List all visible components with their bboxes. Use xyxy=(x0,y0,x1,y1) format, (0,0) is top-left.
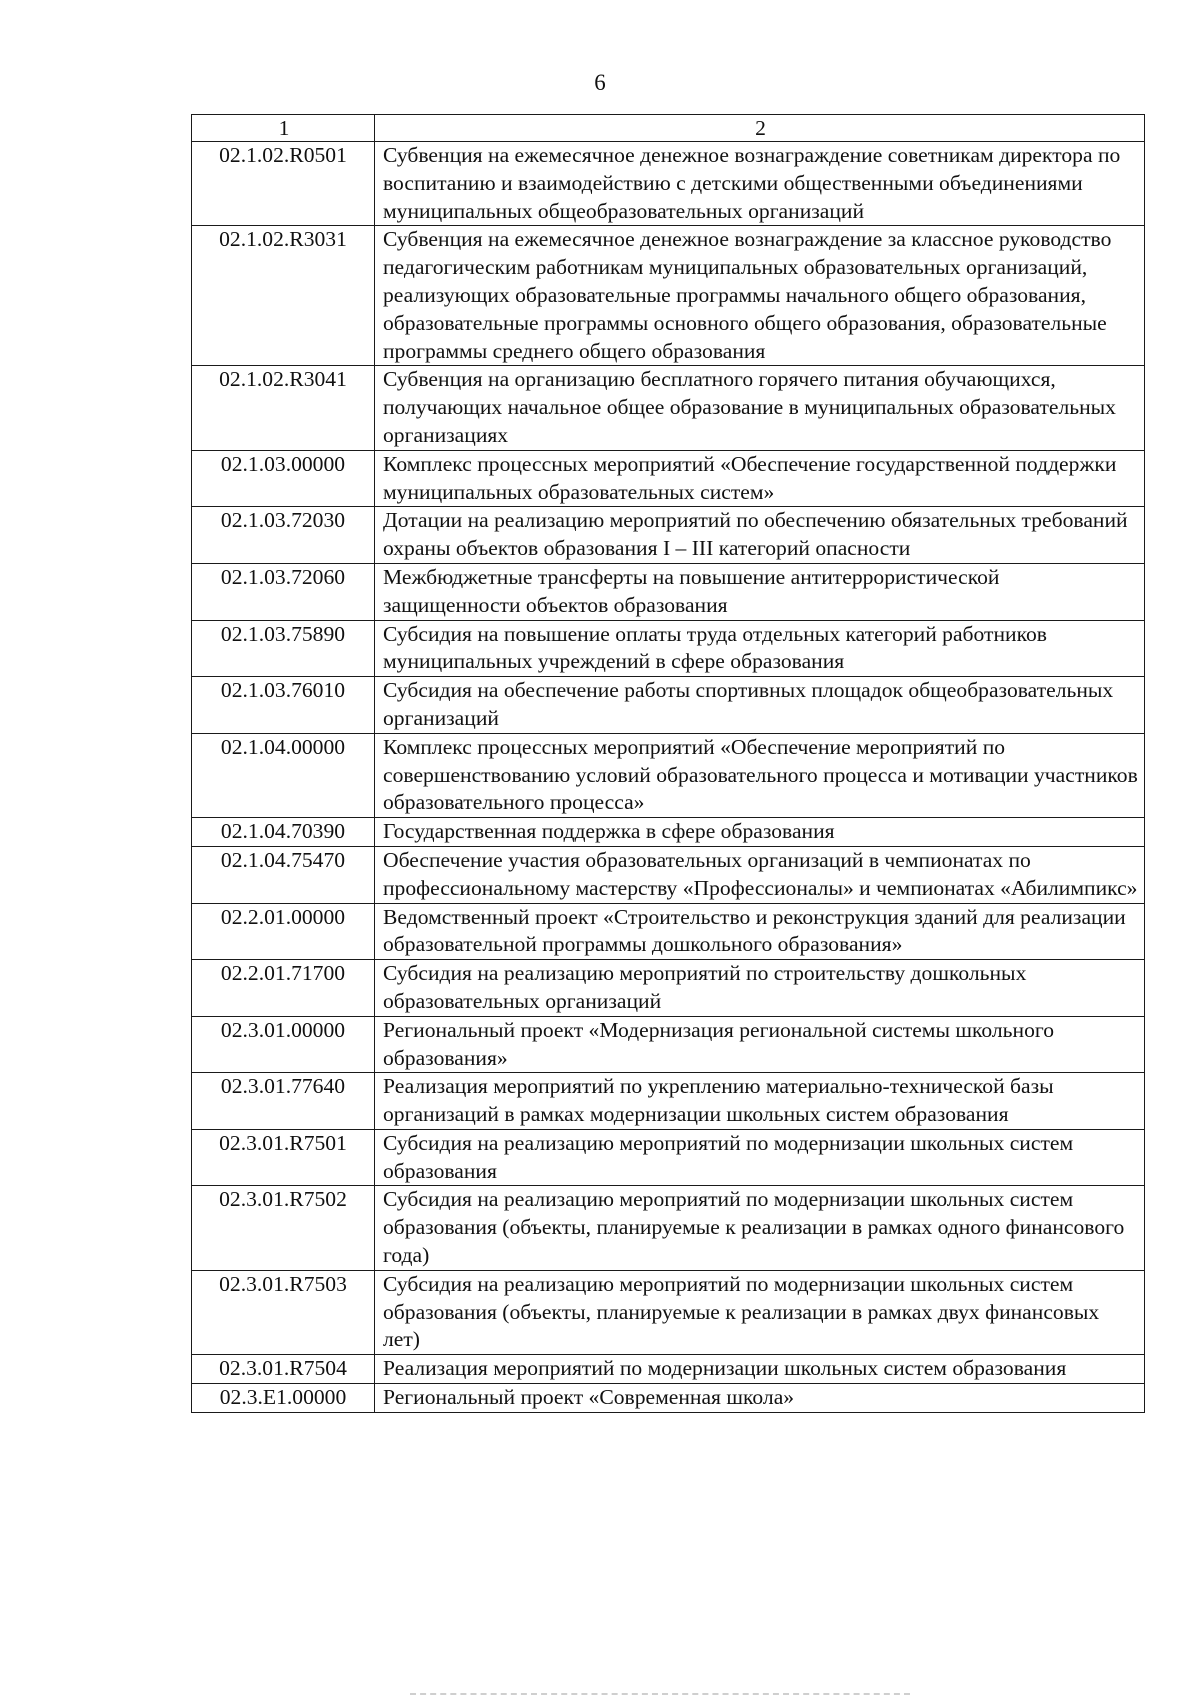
table-row xyxy=(192,450,1145,507)
row-description: Субсидия на обеспечение работы спортивных площадок общеобразовательных организаций xyxy=(375,677,1145,734)
table-row xyxy=(192,1016,1145,1073)
row-description: Региональный проект «Модернизация региональной системы школьного образования» xyxy=(375,1016,1145,1073)
row-code: 02.1.03.72030 xyxy=(192,507,375,564)
row-description: Региональный проект «Современная школа» xyxy=(375,1384,1145,1413)
row-description: Реализация мероприятий по укреплению материально-технической базы организаций в рамках модернизации школьных систем образования xyxy=(375,1073,1145,1130)
table-row xyxy=(192,507,1145,564)
row-code: 02.1.03.00000 xyxy=(192,450,375,507)
row-description: Межбюджетные трансферты на повышение антитеррористической защищенности объектов образования xyxy=(375,563,1145,620)
table-row xyxy=(192,1073,1145,1130)
row-code: 02.2.01.71700 xyxy=(192,960,375,1017)
table-row xyxy=(192,1270,1145,1354)
table-row xyxy=(192,818,1145,847)
row-code: 02.1.04.75470 xyxy=(192,846,375,903)
row-code: 02.3.01.00000 xyxy=(192,1016,375,1073)
row-code: 02.1.02.R0501 xyxy=(192,142,375,226)
budget-code-table xyxy=(191,114,1145,1413)
table-header-row xyxy=(192,115,1145,142)
table-row xyxy=(192,903,1145,960)
page-number: 6 xyxy=(594,70,606,95)
table-row xyxy=(192,1186,1145,1270)
row-description: Реализация мероприятий по модернизации школьных систем образования xyxy=(375,1355,1145,1384)
table-row xyxy=(192,366,1145,450)
row-code: 02.3.01.77640 xyxy=(192,1073,375,1130)
table-row xyxy=(192,733,1145,817)
row-code: 02.1.02.R3031 xyxy=(192,226,375,366)
row-description: Субсидия на реализацию мероприятий по модернизации школьных систем образования (объекты, планируемые к реализации в рамках одного финансового года) xyxy=(375,1186,1145,1270)
row-description: Субсидия на реализацию мероприятий по модернизации школьных систем образования (объекты, планируемые к реализации в рамках двух финансовых лет) xyxy=(375,1270,1145,1354)
row-description: Ведомственный проект «Строительство и реконструкция зданий для реализации образовательной программы дошкольного образования» xyxy=(375,903,1145,960)
table-row xyxy=(192,1384,1145,1413)
row-description: Субвенция на организацию бесплатного горячего питания обучающихся, получающих начальное общее образование в муниципальных образовательных организациях xyxy=(375,366,1145,450)
row-code: 02.1.03.76010 xyxy=(192,677,375,734)
table-row xyxy=(192,620,1145,677)
scan-artifact-line xyxy=(410,1693,910,1698)
row-description: Субсидия на повышение оплаты труда отдельных категорий работников муниципальных учреждений в сфере образования xyxy=(375,620,1145,677)
column-header-code: 1 xyxy=(192,115,375,142)
row-code: 02.3.01.R7501 xyxy=(192,1129,375,1186)
row-description: Государственная поддержка в сфере образования xyxy=(375,818,1145,847)
table-row xyxy=(192,1129,1145,1186)
row-code: 02.2.01.00000 xyxy=(192,903,375,960)
table-row xyxy=(192,226,1145,366)
row-description: Обеспечение участия образовательных организаций в чемпионатах по профессиональному мастерству «Профессионалы» и чемпионатах «Абилимпикс» xyxy=(375,846,1145,903)
table-row xyxy=(192,1355,1145,1384)
row-code: 02.3.01.R7503 xyxy=(192,1270,375,1354)
row-description: Дотации на реализацию мероприятий по обеспечению обязательных требований охраны объектов образования I – III категорий опасности xyxy=(375,507,1145,564)
row-description: Субвенция на ежемесячное денежное вознаграждение за классное руководство педагогическим работникам муниципальных образовательных организаций, реализующих образовательные программы начального общего образования, образовательные программы основного общего образования, образовательные программы среднего общего образования xyxy=(375,226,1145,366)
table-row xyxy=(192,677,1145,734)
row-code: 02.1.03.72060 xyxy=(192,563,375,620)
table-row xyxy=(192,960,1145,1017)
row-description: Субвенция на ежемесячное денежное вознаграждение советникам директора по воспитанию и взаимодействию с детскими общественными объединениями муниципальных общеобразовательных организаций xyxy=(375,142,1145,226)
row-code: 02.3.E1.00000 xyxy=(192,1384,375,1413)
table-row xyxy=(192,142,1145,226)
row-code: 02.1.04.70390 xyxy=(192,818,375,847)
row-code: 02.3.01.R7502 xyxy=(192,1186,375,1270)
table-row xyxy=(192,846,1145,903)
row-code: 02.1.04.00000 xyxy=(192,733,375,817)
row-description: Субсидия на реализацию мероприятий по строительству дошкольных образовательных организаций xyxy=(375,960,1145,1017)
row-code: 02.1.02.R3041 xyxy=(192,366,375,450)
table-row xyxy=(192,563,1145,620)
row-code: 02.1.03.75890 xyxy=(192,620,375,677)
row-code: 02.3.01.R7504 xyxy=(192,1355,375,1384)
row-description: Комплекс процессных мероприятий «Обеспечение мероприятий по совершенствованию условий образовательного процесса и мотивации участников образовательного процесса» xyxy=(375,733,1145,817)
row-description: Субсидия на реализацию мероприятий по модернизации школьных систем образования xyxy=(375,1129,1145,1186)
row-description: Комплекс процессных мероприятий «Обеспечение государственной поддержки муниципальных образовательных систем» xyxy=(375,450,1145,507)
column-header-description: 2 xyxy=(375,115,1145,142)
